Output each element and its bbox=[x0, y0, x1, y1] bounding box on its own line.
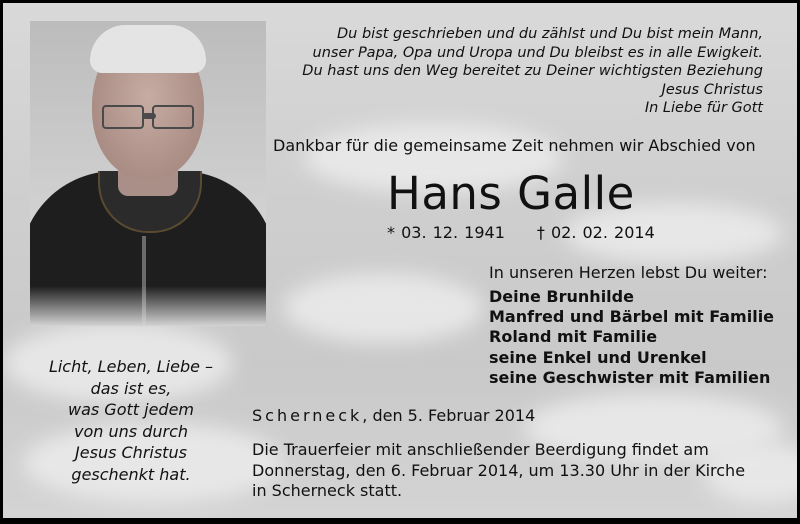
deceased-name: Hans Galle bbox=[387, 167, 635, 220]
funeral-info: Die Trauerfeier mit anschließender Beerdigung findet am Donnerstag, den 6. Februar 2014, um 13.30 Uhr in der Kirche in Scherneck statt. bbox=[252, 440, 746, 500]
glasses bbox=[102, 105, 194, 129]
mourner-item: Roland mit Familie bbox=[489, 327, 658, 347]
place-date-text: , den 5. Februar 2014 bbox=[362, 406, 536, 425]
life-dates bbox=[387, 223, 655, 242]
remembrance-line: In unseren Herzen lebst Du weiter: bbox=[489, 263, 768, 282]
mourner-item: seine Geschwister mit Familien bbox=[489, 367, 771, 387]
verse-text: Du bist geschrieben und du zählst und Du bist mein Mann, unser Papa, Opa und Uropa und Du bleibst es in alle Ewigkeit. Du hast uns den Weg bereitet zu Deiner wichtigsten Beziehung Jesus Christus In Liebe für Gott bbox=[302, 26, 763, 116]
portrait-photo bbox=[30, 21, 266, 326]
mourner-item: seine Enkel und Urenkel bbox=[489, 347, 707, 367]
place-town: Scherneck bbox=[252, 406, 363, 425]
death-date: † 02. 02. 2014 bbox=[536, 223, 655, 242]
mourner-item: Manfred und Bärbel mit Familie bbox=[489, 307, 775, 327]
place-date bbox=[252, 406, 535, 425]
birth-date: * 03. 12. 1941 bbox=[387, 223, 505, 242]
farewell-intro: Dankbar für die gemeinsame Zeit nehmen wir Abschied von bbox=[273, 136, 756, 155]
mourner-item: Deine Brunhilde bbox=[489, 287, 634, 306]
poem-text: Licht, Leben, Liebe – das ist es, was Gott jedem von uns durch Jesus Christus geschenkt hat. bbox=[48, 357, 214, 484]
cloud-decoration bbox=[283, 273, 483, 343]
obituary-notice bbox=[3, 3, 797, 518]
mourners-list bbox=[489, 287, 774, 388]
